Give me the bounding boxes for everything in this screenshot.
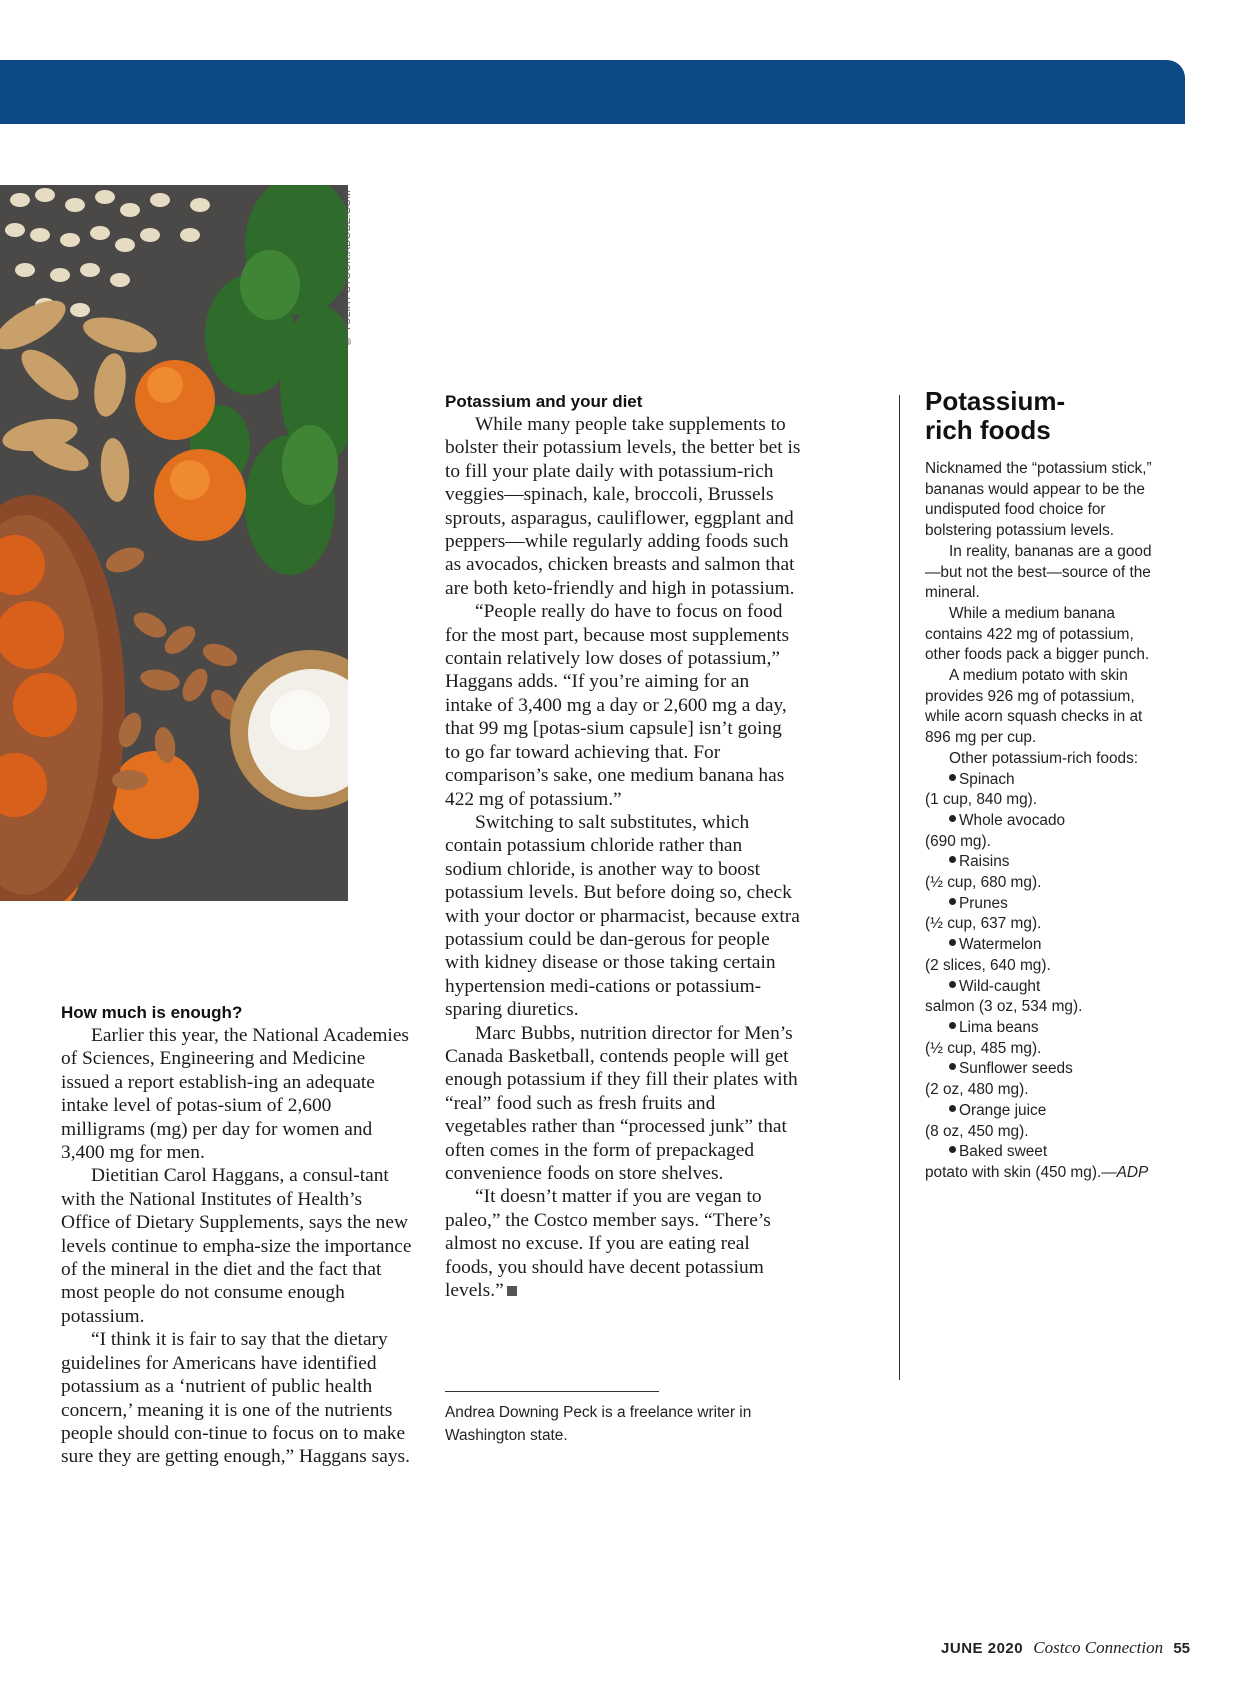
food-item [925,1142,1165,1183]
sidebar-paragraph: Other potassium-rich foods: [949,749,1139,767]
food-item [925,1018,1165,1059]
food-detail: (½ cup, 680 mg). [925,874,1042,892]
sidebar-paragraph: A medium potato with skin provides 926 mg of potassium, while acorn squash checks in at 896 mg per cup. [925,667,1143,747]
food-name: Watermelon [959,936,1042,954]
sidebar-paragraph: While a medium banana contains 422 mg of potassium, other foods pack a bigger punch. [925,604,1150,664]
issue-date: JUNE 2020 [941,1640,1024,1657]
food-photo [0,185,348,901]
food-name: Orange juice [959,1101,1047,1119]
section-heading-enough: How much is enough? [61,1003,243,1022]
paragraph: “I think it is fair to say that the dietary guidelines for Americans have identified potassium as a ‘nutrient of public health concern,’ meaning it is one of the nutrients people should con-tinue to focus on to make sure they are getting enough,” Haggans says. [61,1329,410,1468]
food-name: Baked sweet [959,1143,1048,1161]
food-detail: (690 mg). [925,832,991,850]
sidebar-divider [899,395,900,1380]
food-name: Prunes [959,894,1008,912]
magazine-name: Costco Connection [1033,1638,1164,1657]
bullet-icon [949,774,956,781]
photo-credit: © YULIA / STOCK.ADOBE.COM [342,190,353,346]
left-column [61,1002,416,1469]
author-bio: Andrea Downing Peck is a freelance writer in Washington state. [445,1404,752,1444]
bullet-icon [949,1146,956,1153]
food-item [925,894,1165,935]
bullet-icon [949,898,956,905]
section-heading-diet: Potassium and your diet [445,392,643,411]
paragraph-final-text: “It doesn’t matter if you are vegan to paleo,” the Costco member says. “There’s almost no excuse. If you are eating real foods, you should have decent potassium levels.” [445,1186,771,1302]
food-name: Lima beans [959,1018,1039,1036]
paragraph: Earlier this year, the National Academies of Sciences, Engineering and Medicine issued a report establish-ing an adequate intake level of potas-sium of 2,600 milligrams (mg) per day for women and 3,400 mg for men. [61,1025,409,1164]
paragraph: Dietitian Carol Haggans, a consul-tant with the National Institutes of Health’s Office of Dietary Supplements, says the new levels continue to empha-size the importance of the mineral in the diet and the fact that most people do not consume enough potassium. [61,1165,412,1327]
paragraph: “People really do have to focus on food for the most part, because most supplements contain relatively low doses of potassium,” Haggans adds. “If you’re aiming for an intake of 3,400 mg a day or 2,600 mg a day, that 99 mg [potas-sium capsule] isn’t going to go far toward achieving that. For comparison’s sake, one medium banana has 422 mg of potassium.” [445,601,790,810]
food-item [925,1059,1165,1100]
bullet-icon [949,1105,956,1112]
bullet-icon [949,856,956,863]
food-detail: (2 slices, 640 mg). [925,956,1051,974]
food-item [925,1101,1165,1142]
sidebar-paragraph: Nicknamed the “potassium stick,” bananas would appear to be the undisputed food choice for bolstering potassium levels. [925,460,1152,540]
bullet-icon [949,815,956,822]
food-detail: (8 oz, 450 mg). [925,1122,1029,1140]
food-name: Whole avocado [959,811,1066,829]
bullet-icon [949,1022,956,1029]
bullet-icon [949,939,956,946]
paragraph: Switching to salt substitutes, which contain potassium chloride rather than sodium chloride, is another way to boost potassium levels. But before doing so, check with your doctor or pharmacist, because extra potassium could be dan-gerous for people with kidney disease or those taking certain hypertension medi-cations or potassium-sparing diuretics. [445,811,800,1021]
author-initials: —ADP [1101,1163,1149,1181]
sidebar-paragraph: In reality, bananas are a good—but not the best—source of the mineral. [925,542,1152,602]
food-item [925,811,1165,852]
sidebar-title-line1: Potassium- [925,386,1066,416]
food-detail: (½ cup, 637 mg). [925,915,1042,933]
food-detail: (½ cup, 485 mg). [925,1039,1042,1057]
food-item [925,935,1165,976]
food-item [925,977,1165,1018]
food-detail: potato with skin (450 mg). [925,1163,1102,1181]
sidebar-title [925,387,1165,445]
page-footer [941,1638,1190,1658]
food-detail: salmon (3 oz, 534 mg). [925,998,1083,1016]
food-detail: (1 cup, 840 mg). [925,791,1038,809]
food-detail: (2 oz, 480 mg). [925,1081,1029,1099]
paragraph: Marc Bubbs, nutrition director for Men’s Canada Basketball, contends people will get enough potassium if they fill their plates with “real” food such as fresh fruits and vegetables rather than “processed junk” that often comes in the form of prepackaged convenience foods on store shelves. [445,1022,798,1184]
page-number: 55 [1173,1640,1190,1657]
end-mark-icon [507,1286,517,1296]
food-item [925,770,1165,811]
sidebar-title-line2: rich foods [925,415,1051,445]
middle-column [445,391,801,1302]
food-item [925,852,1165,893]
food-name: Wild-caught [959,977,1041,995]
header-banner [0,60,1185,124]
bullet-icon [949,1063,956,1070]
food-illustration [0,185,348,901]
sidebar [925,387,1165,1184]
bullet-icon [949,981,956,988]
food-name: Sunflower seeds [959,1060,1073,1078]
paragraph: While many people take supplements to bolster their potassium levels, the better bet is to fill your plate daily with potassium-rich veggies—spinach, kale, broccoli, Brussels sprouts, asparagus, cauliflower, eggplant and peppers—while regularly adding foods such as avocados, chicken breasts and salmon that are both keto-friendly and high in potassium. [445,414,801,599]
paragraph-final [445,1185,801,1302]
food-name: Spinach [959,770,1015,788]
bio-divider [445,1391,659,1392]
food-name: Raisins [959,853,1010,871]
